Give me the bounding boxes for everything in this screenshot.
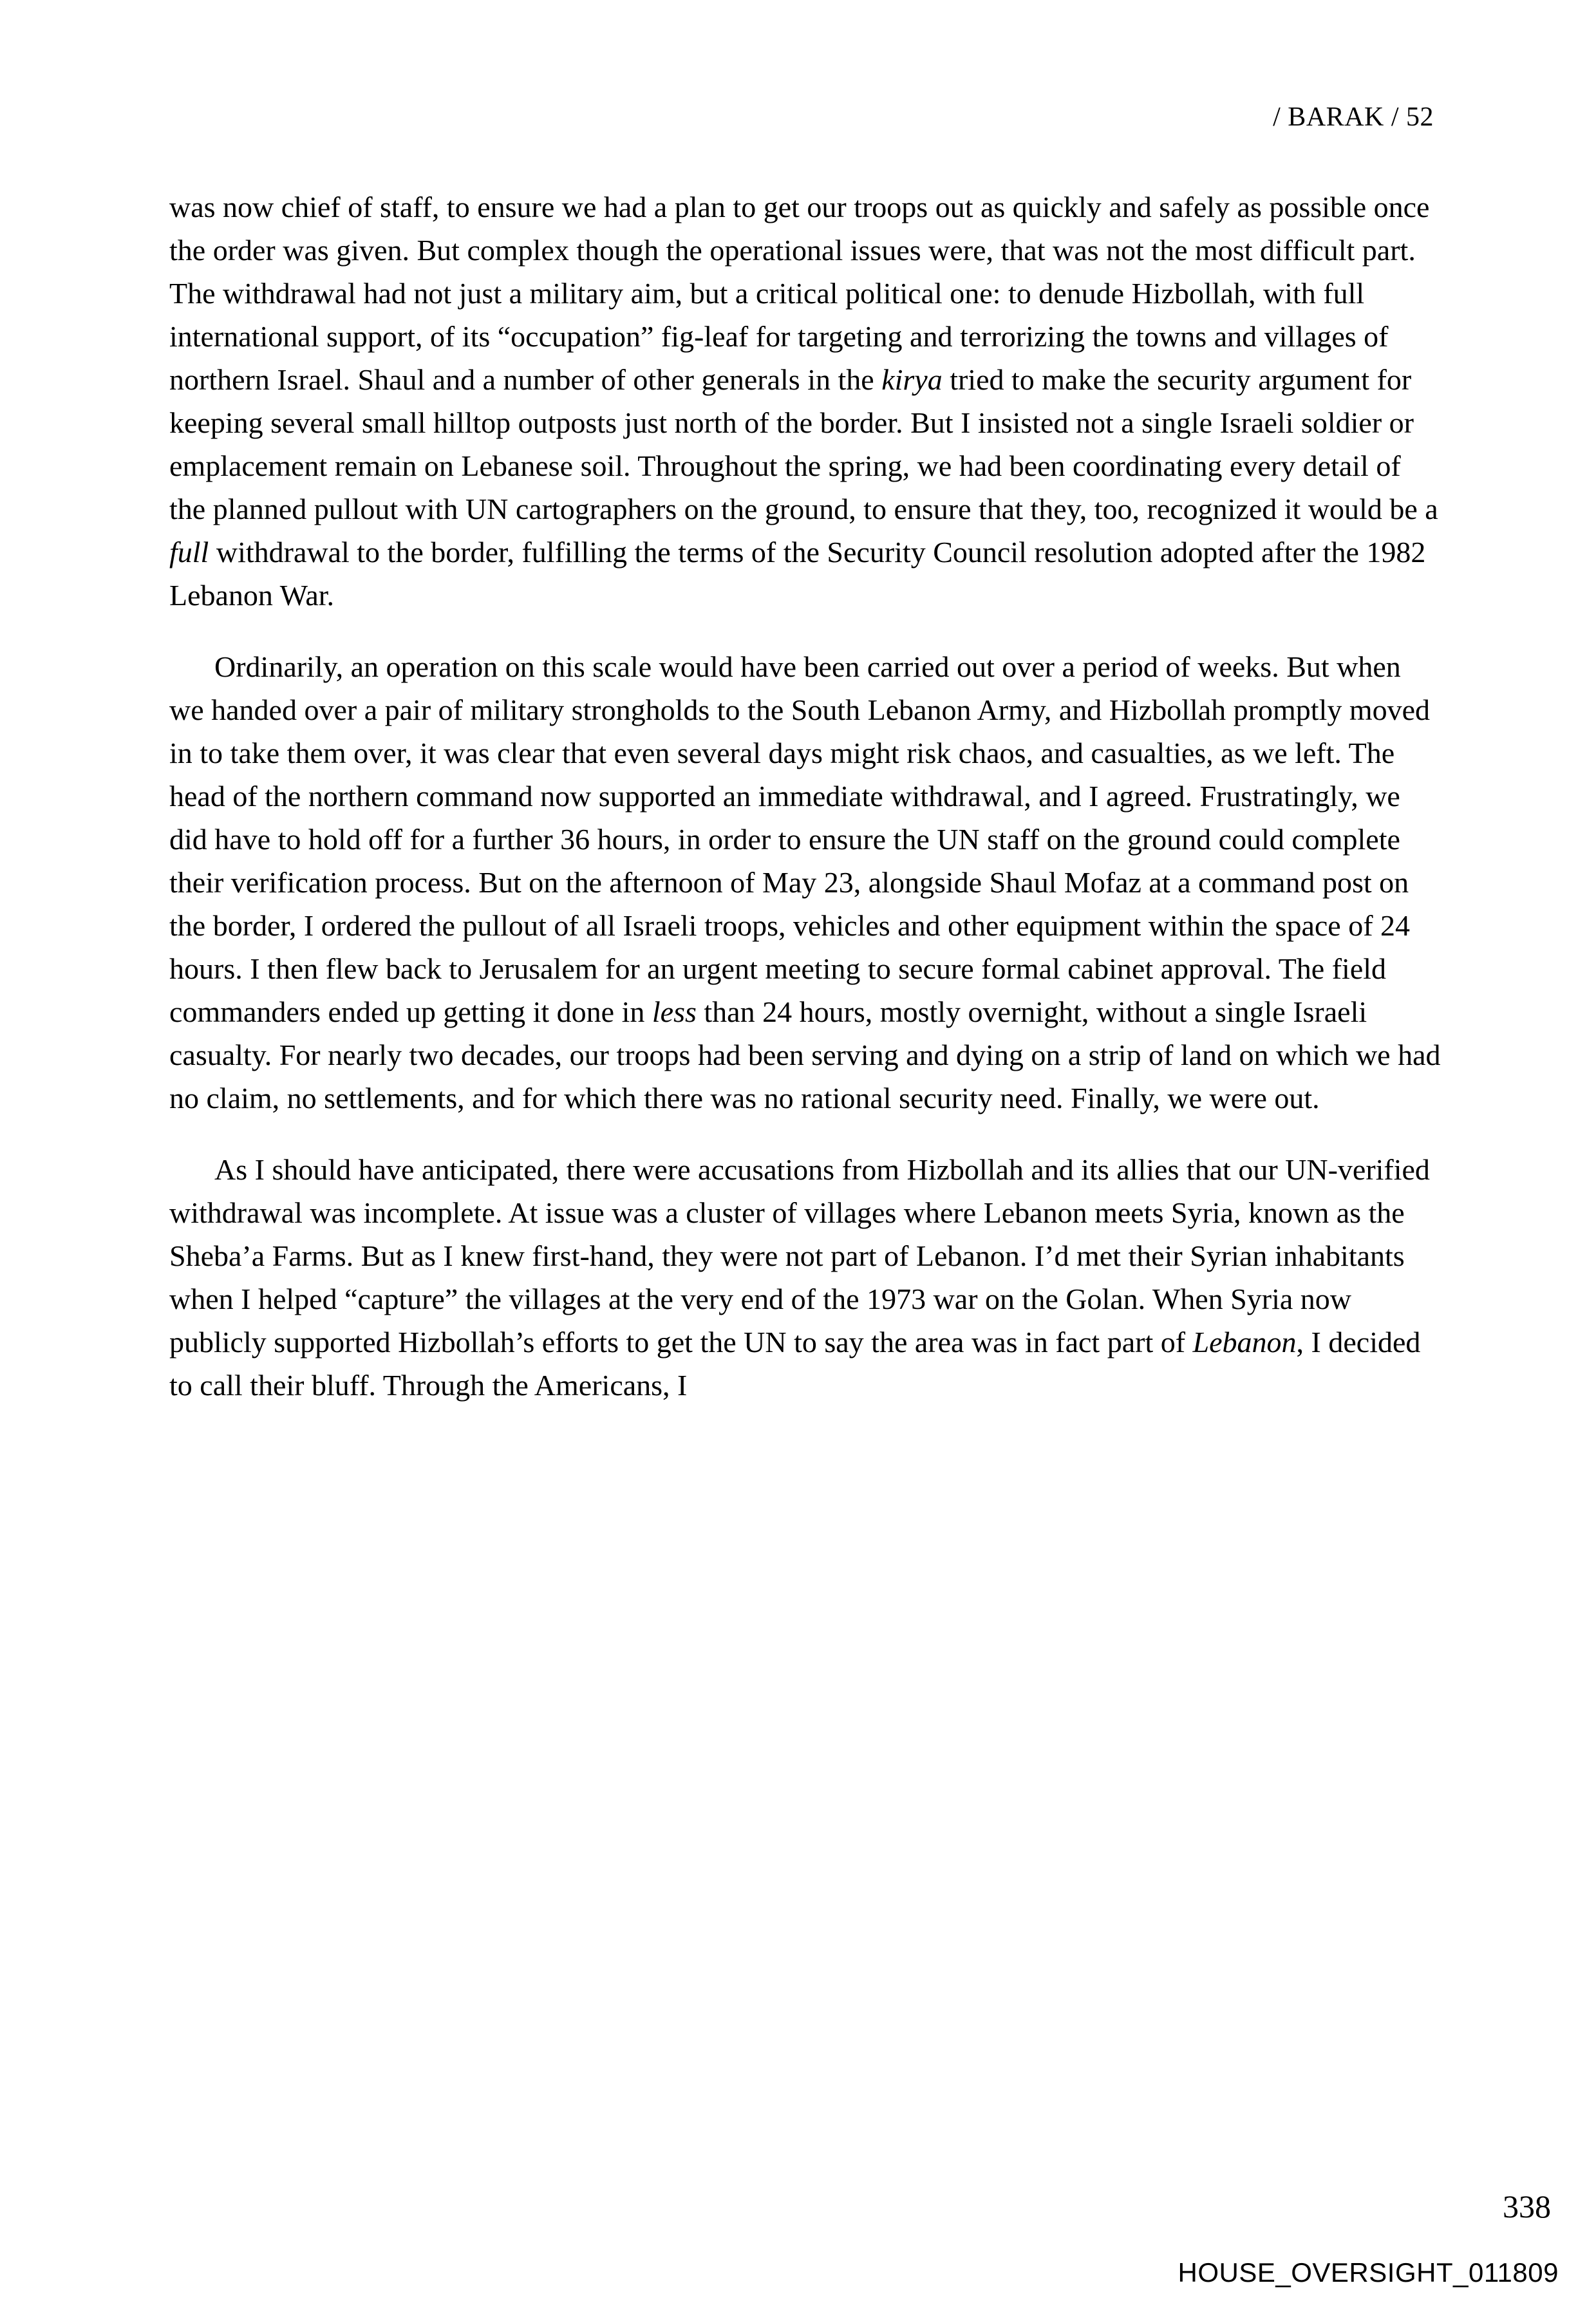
text-run: withdrawal to the border, fulfilling the terms of the Security Council resolution adopted after the 1982 Lebanon War. <box>169 536 1426 612</box>
italic-text-run: Lebanon <box>1192 1326 1297 1358</box>
body-text <box>169 185 1441 1407</box>
paragraph <box>169 1148 1441 1407</box>
running-header: / BARAK / 52 <box>1273 102 1434 132</box>
oversight-stamp: HOUSE_OVERSIGHT_011809 <box>1178 2257 1559 2288</box>
text-run: than 24 hours, mostly overnight, without a single Israeli casualty. For nearly two decades, our troops had been serving and dying on a strip of land on which we had no claim, no settlements, and for which there was no rational security need. Finally, we were out. <box>169 995 1441 1114</box>
italic-text-run: full <box>169 536 209 569</box>
text-run: tried to make the security argument for keeping several small hilltop outposts just north of the border. But I insisted not a single Israeli soldier or emplacement remain on Lebanese soil. Throughout the spring, we had been coordinating every detail of the planned pullout with UN cartographers on the ground, to ensure that they, too, recognized it would be a <box>169 363 1438 525</box>
text-run: , I decided to call their bluff. Through the Americans, I <box>169 1326 1421 1402</box>
paragraph <box>169 185 1441 617</box>
italic-text-run: less <box>652 995 697 1028</box>
text-run: As I should have anticipated, there were accusations from Hizbollah and its allies that our UN-verified withdrawal was incomplete. At issue was a cluster of villages where Lebanon meets Syria, known as the Sheba’a Farms. But as I knew first-hand, they were not part of Lebanon. I’d met their Syrian inhabitants when I helped “capture” the villages at the very end of the 1973 war on the Golan. When Syria now publicly supported Hizbollah’s efforts to get the UN to say the area was in fact part of <box>169 1153 1430 1358</box>
paragraph <box>169 645 1441 1120</box>
page-number: 338 <box>1503 2188 1551 2224</box>
text-run: was now chief of staff, to ensure we had a plan to get our troops out as quickly and safely as possible once the order was given. But complex though the operational issues were, that was not the most difficult part. The withdrawal had not just a military aim, but a critical political one: to denude Hizbollah, with full international support, of its “occupation” fig-leaf for targeting and terrorizing the towns and villages of northern Israel. Shaul and a number of other generals in the <box>169 191 1430 396</box>
italic-text-run: kirya <box>881 363 943 396</box>
text-run: Ordinarily, an operation on this scale would have been carried out over a period of weeks. But when we handed over a pair of military strongholds to the South Lebanon Army, and Hizbollah promptly moved in to take them over, it was clear that even several days might risk chaos, and casualties, as we left. The head of the northern command now supported an immediate withdrawal, and I agreed. Frustratingly, we did have to hold off for a further 36 hours, in order to ensure the UN staff on the ground could complete their verification process. But on the afternoon of May 23, alongside Shaul Mofaz at a command post on the border, I ordered the pullout of all Israeli troops, vehicles and other equipment within the space of 24 hours. I then flew back to Jerusalem for an urgent meeting to secure formal cabinet approval. The field commanders ended up getting it done in <box>169 650 1431 1028</box>
